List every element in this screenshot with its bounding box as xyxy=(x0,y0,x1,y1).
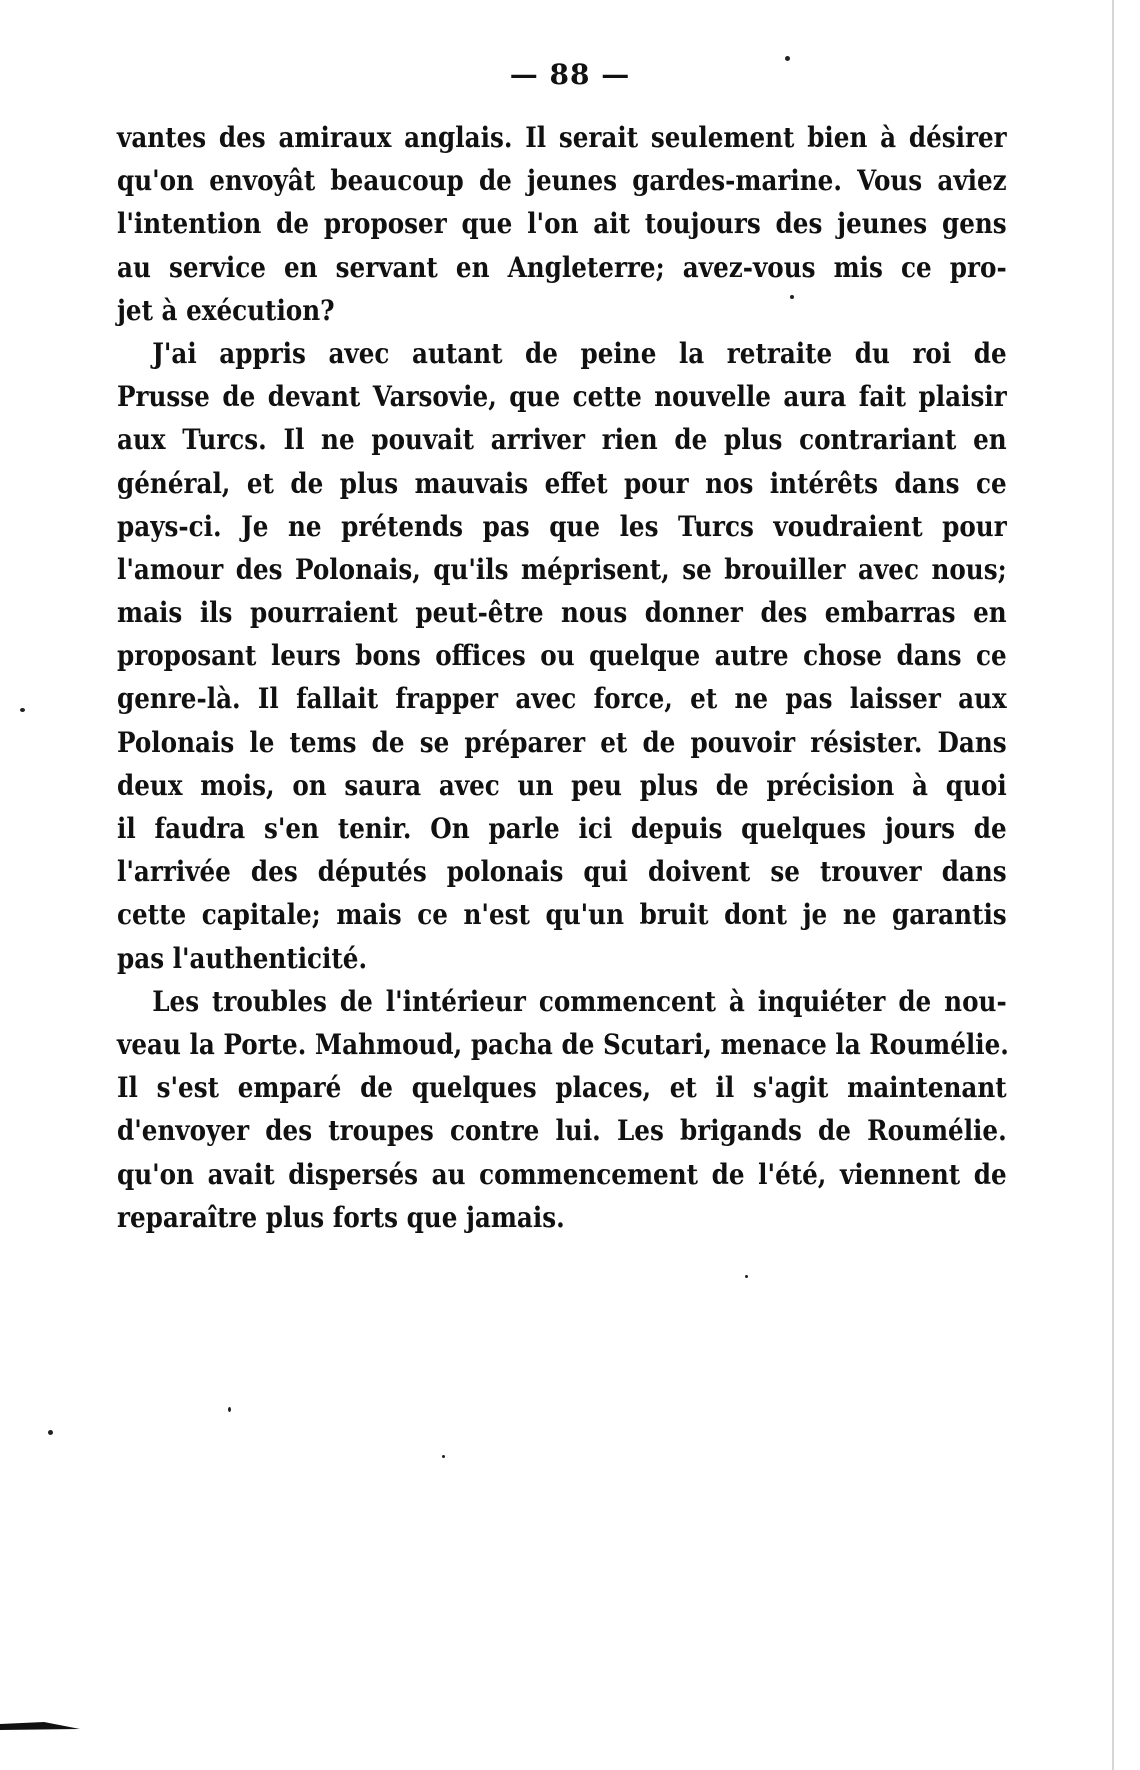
text-line: deux mois, on saura avec un peu plus de précision à quoi xyxy=(117,768,1007,802)
text-line: cette capitale; mais ce n'est qu'un bruit dont je ne garantis xyxy=(117,898,1007,932)
text-line: l'amour des Polonais, qu'ils méprisent, se brouiller avec nous; xyxy=(117,552,1007,586)
text-line: l'arrivée des députés polonais qui doivent se trouver dans xyxy=(117,855,1007,889)
text-line: Prusse de devant Varsovie, que cette nouvelle aura fait plaisir xyxy=(117,380,1007,414)
text-line: il faudra s'en tenir. On parle ici depuis quelques jours de xyxy=(117,812,1007,845)
body-text xyxy=(117,116,1009,1239)
scan-speck xyxy=(442,1455,445,1458)
text-line: qu'on avait dispersés au commencement de l'été, viennent de xyxy=(117,1157,1007,1191)
text-line: veau la Porte. Mahmoud, pacha de Scutari, menace la Roumélie. xyxy=(117,1027,1009,1061)
paragraph-start-line: J'ai appris avec autant de peine la retraite du roi de xyxy=(152,336,1007,370)
text-line: pays-ci. Je ne prétends pas que les Turcs voudraient pour xyxy=(117,509,1007,543)
scan-speck xyxy=(745,1275,748,1278)
scan-speck xyxy=(790,295,794,299)
text-line: qu'on envoyât beaucoup de jeunes gardes-marine. Vous aviez xyxy=(117,164,1007,198)
scan-speck xyxy=(48,1430,53,1435)
text-line: général, et de plus mauvais effet pour nos intérêts dans ce xyxy=(117,466,1007,500)
text-line: reparaître plus forts que jamais. xyxy=(117,1200,565,1234)
scan-speck xyxy=(785,56,790,61)
scan-speck xyxy=(228,1407,231,1412)
text-line: au service en servant en Angleterre; avez-vous mis ce pro- xyxy=(117,250,1007,284)
text-line: pas l'authenticité. xyxy=(117,941,368,975)
paragraph-start-line: Les troubles de l'intérieur commencent à inquiéter de nou- xyxy=(152,984,1007,1018)
text-line: vantes des amiraux anglais. Il serait seulement bien à désirer xyxy=(117,121,1007,154)
page-number: — 88 — xyxy=(509,58,631,91)
text-line: genre-là. Il fallait frapper avec force, et ne pas laisser aux xyxy=(117,682,1007,716)
text-line: l'intention de proposer que l'on ait toujours des jeunes gens xyxy=(117,207,1007,241)
text-line: proposant leurs bons offices ou quelque autre chose dans ce xyxy=(117,639,1007,673)
text-line: aux Turcs. Il ne pouvait arriver rien de plus contrariant en xyxy=(117,423,1007,457)
text-line: Polonais le tems de se préparer et de pouvoir résister. Dans xyxy=(117,725,1007,759)
scan-edge xyxy=(1112,0,1114,1770)
text-line: Il s'est emparé de quelques places, et il s'agit maintenant xyxy=(117,1071,1007,1105)
text-line: jet à exécution? xyxy=(117,293,335,327)
scan-artifact-mark xyxy=(0,1720,80,1730)
text-line: mais ils pourraient peut-être nous donner des embarras en xyxy=(117,596,1007,630)
scan-speck xyxy=(20,708,25,712)
text-line: d'envoyer des troupes contre lui. Les brigands de Roumélie. xyxy=(117,1114,1007,1148)
